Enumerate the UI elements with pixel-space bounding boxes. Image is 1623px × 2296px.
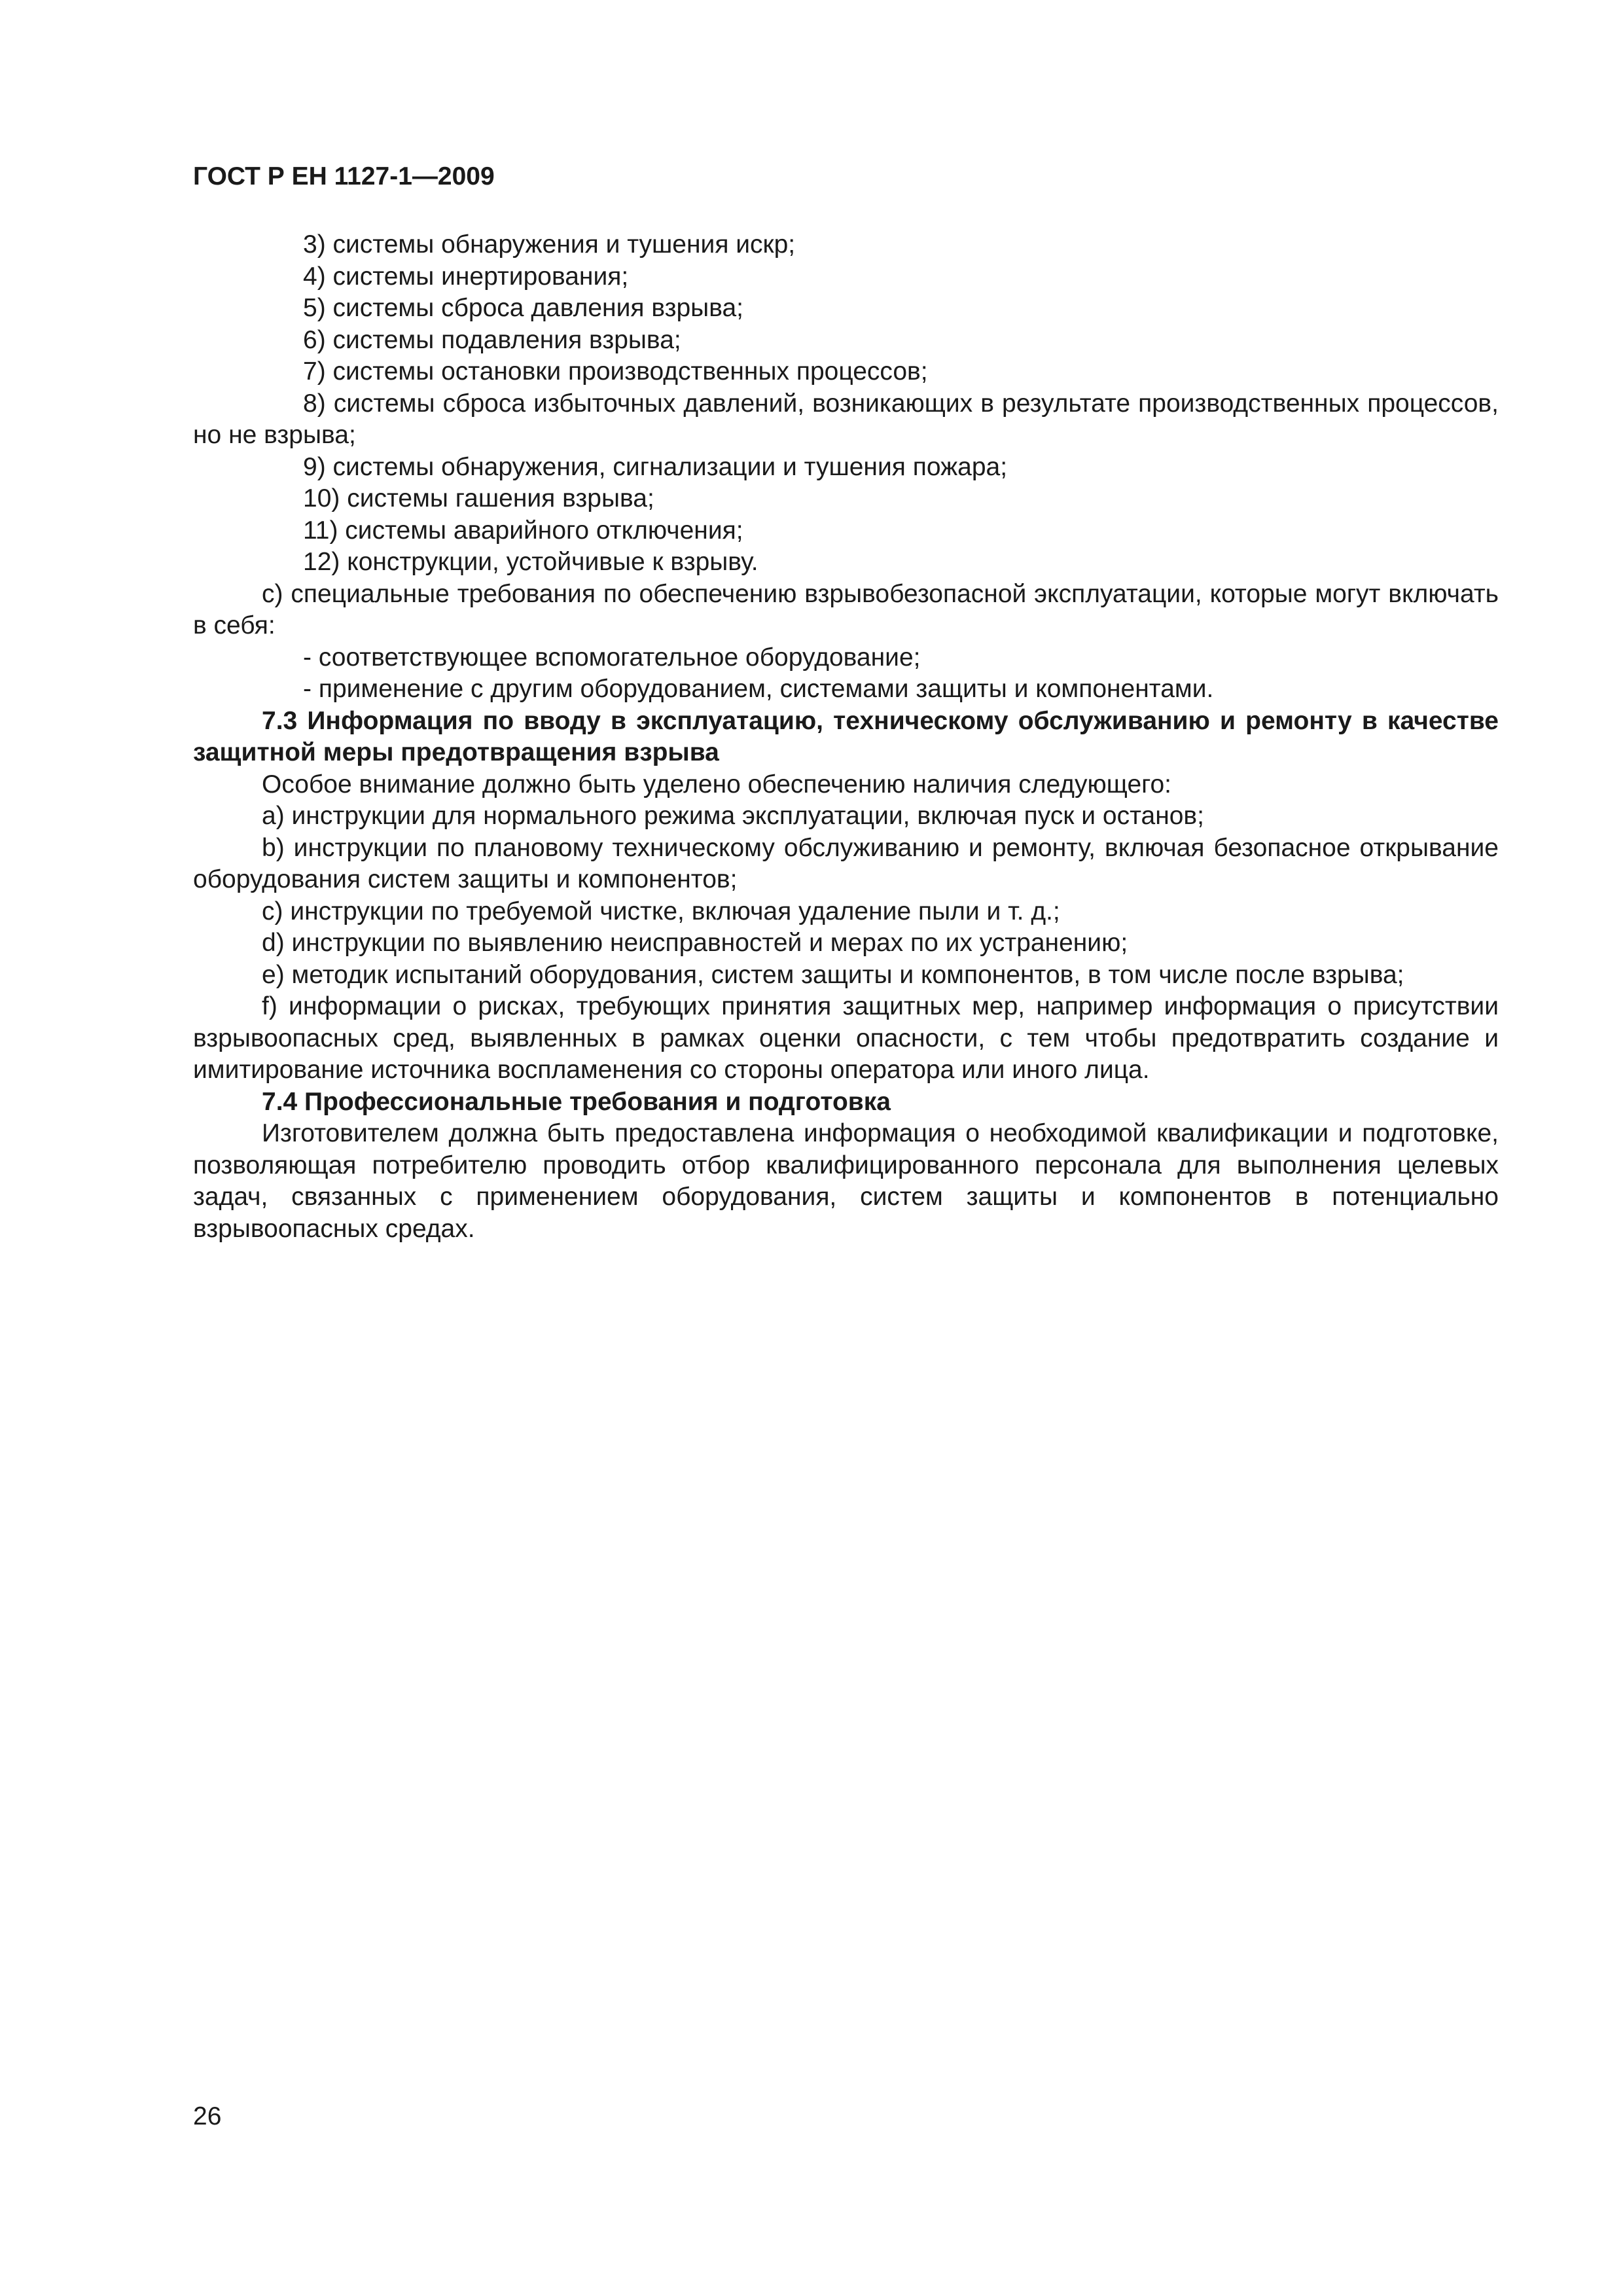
list-item-c: с) специальные требования по обеспечению взрывобезопасной эксплуатации, которые могут включать в себя: [193,579,1499,639]
document-code-header: ГОСТ Р ЕН 1127-1—2009 [193,162,495,190]
list-item: 7) системы остановки производственных процессов; [303,357,928,386]
section-intro: Особое внимание должно быть уделено обеспечению наличия следующего: [262,770,1172,798]
section-paragraph: Изготовителем должна быть предоставлена информация о необходимой квалификации и подготовке, позволяющая потребителю проводить отбор квалифицированного персонала для выполнения целевых задач, связанных с применением оборудования, систем защиты и компонентов в потенциально взрывоопасных средах. [193,1119,1499,1243]
list-item: 10) системы гашения взрыва; [303,484,654,512]
list-item: 12) конструкции, устойчивые к взрыву. [303,548,758,576]
list-item: f) информации о рисках, требующих принятия защитных мер, например информация о присутствии взрывоопасных сред, выявленных в рамках оценки опасности, с тем чтобы предотвратить создание и имитирование источника воспламенения со стороны оператора или иного лица. [193,992,1499,1084]
document-body [193,229,1499,1245]
section-heading-7-3: 7.3 Информация по вводу в эксплуатацию, техническому обслуживанию и ремонту в качестве защитной меры предотвращения взрыва [193,706,1499,766]
dash-item: - соответствующее вспомогательное оборудование; [303,643,921,672]
list-item: d) инструкции по выявлению неисправностей и мерах по их устранению; [262,929,1128,957]
list-item: 11) системы аварийного отключения; [303,516,743,545]
dash-item: - применение с другим оборудованием, системами защиты и компонентами. [303,675,1214,703]
list-item: е) методик испытаний оборудования, систем защиты и компонентов, в том числе после взрыва; [262,960,1404,989]
list-item: 9) системы обнаружения, сигнализации и тушения пожара; [303,452,1008,481]
list-item: 6) системы подавления взрыва; [303,325,681,354]
list-item: b) инструкции по плановому техническому обслуживанию и ремонту, включая безопасное открывание оборудования систем защиты и компонентов; [193,833,1499,893]
list-item: 8) системы сброса избыточных давлений, возникающих в результате производственных процессов, но не взрыва; [193,389,1499,449]
list-item: 5) системы сброса давления взрыва; [303,294,744,322]
list-item: 4) системы инертирования; [303,262,629,291]
list-item: а) инструкции для нормального режима эксплуатации, включая пуск и останов; [262,802,1204,830]
section-heading-7-4: 7.4 Профессиональные требования и подготовка [262,1087,891,1116]
page-number: 26 [193,2102,222,2130]
list-item: с) инструкции по требуемой чистке, включая удаление пыли и т. д.; [262,897,1060,925]
list-item: 3) системы обнаружения и тушения искр; [303,230,796,259]
